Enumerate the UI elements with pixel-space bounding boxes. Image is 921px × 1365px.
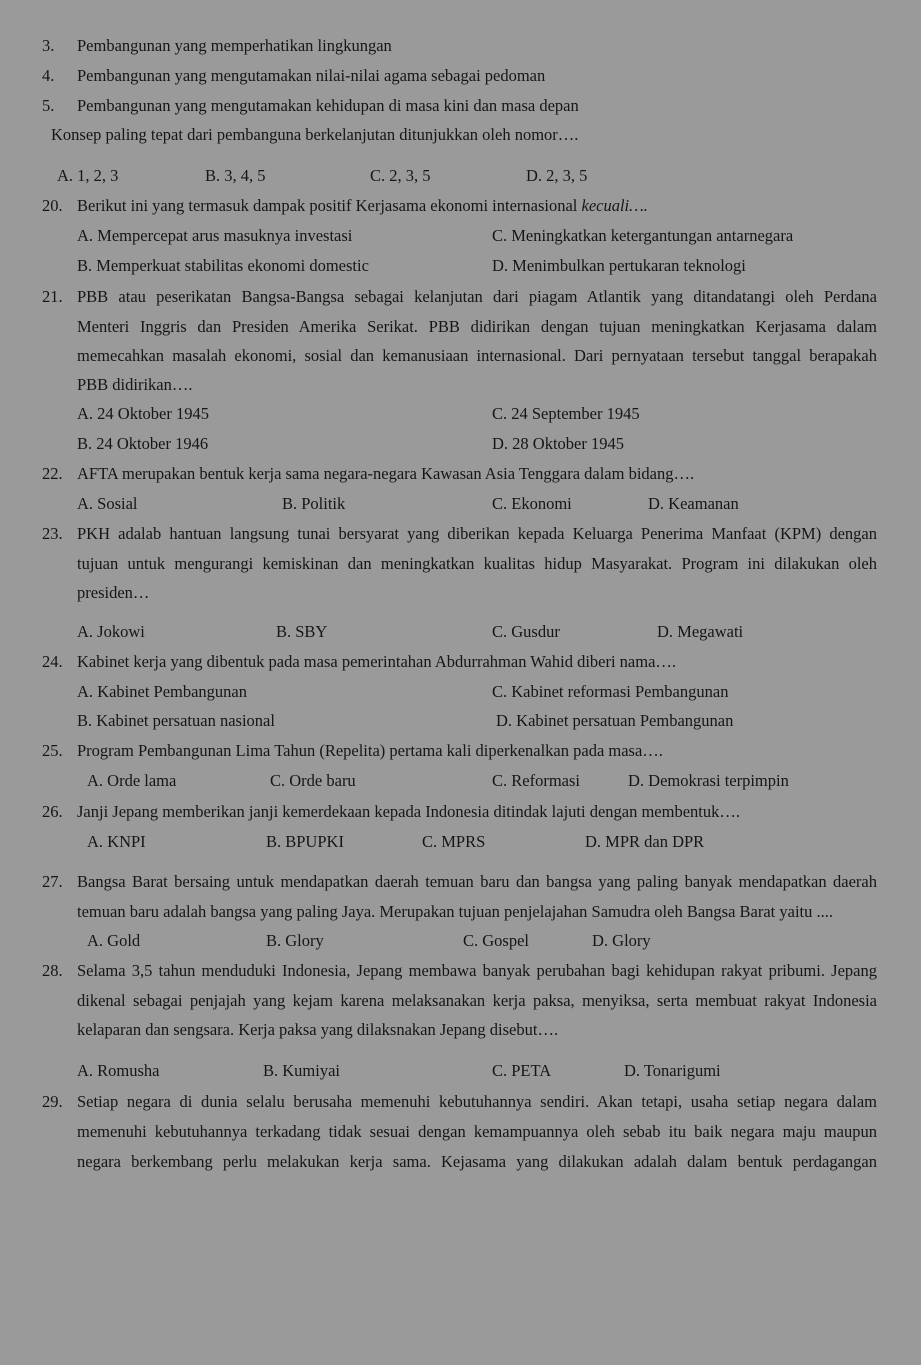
option-c: C. 24 September 1945 <box>492 404 640 423</box>
stem-line: negara berkembang perlu melakukan kerja sama. Kejasama yang dilakukan adalah dalam bentuk perdagangan <box>77 1152 877 1171</box>
item-number: 3. <box>42 36 55 55</box>
option-d: D. 28 Oktober 1945 <box>492 434 624 453</box>
option-a: A. Jokowi <box>77 622 145 641</box>
option-c-orde-baru: C. Orde baru <box>270 771 356 790</box>
option-c: C. 2, 3, 5 <box>370 166 431 185</box>
question-number: 29. <box>42 1092 63 1111</box>
option-d: D. Keamanan <box>648 494 739 513</box>
stem-line: memecahkan masalah ekonomi, sosial dan kemanusiaan internasional. Dari pernyataan tersebut tanggal berapakah <box>77 346 877 365</box>
question-number: 21. <box>42 287 63 306</box>
question-number: 23. <box>42 524 63 543</box>
question-stem <box>77 196 648 216</box>
question-number: 24. <box>42 652 63 671</box>
option-a: A. KNPI <box>87 832 146 851</box>
option-b: B. Kabinet persatuan nasional <box>77 711 275 730</box>
option-b: B. Politik <box>282 494 346 513</box>
option-b: B. Glory <box>266 931 324 950</box>
item-number: 5. <box>42 96 55 115</box>
option-a: A. 1, 2, 3 <box>57 166 119 185</box>
option-a: A. Kabinet Pembangunan <box>77 682 248 701</box>
stem-line: PBB didirikan…. <box>77 375 193 394</box>
item-number: 4. <box>42 66 55 85</box>
question-stem: Program Pembangunan Lima Tahun (Repelita) pertama kali diperkenalkan pada masa…. <box>77 741 663 760</box>
question-number: 27. <box>42 872 63 891</box>
item-text: Pembangunan yang memperhatikan lingkungan <box>77 36 392 55</box>
stem-italic: kecuali…. <box>581 196 648 215</box>
option-b: B. Kumiyai <box>263 1061 340 1080</box>
option-d: D. Tonarigumi <box>624 1061 721 1080</box>
question-number: 22. <box>42 464 63 483</box>
option-c: C. Kabinet reformasi Pembangunan <box>492 682 729 701</box>
option-a: A. Gold <box>87 931 141 950</box>
option-b: B. 24 Oktober 1946 <box>77 434 209 453</box>
question-stem: Janji Jepang memberikan janji kemerdekaan kepada Indonesia ditindak lajuti dengan membentuk…. <box>77 802 740 821</box>
question-number: 20. <box>42 196 63 215</box>
question-stem: Konsep paling tepat dari pembanguna berkelanjutan ditunjukkan oleh nomor…. <box>51 125 579 144</box>
option-c: C. PETA <box>492 1061 552 1080</box>
stem-line: temuan baru adalah bangsa yang paling Jaya. Merupakan tujuan penjelajahan Samudra oleh Bangsa Barat yaitu .... <box>77 902 833 921</box>
stem-line: Menteri Inggris dan Presiden Amerika Serikat. PBB didirikan dengan tujuan meningkatkan Kerjasama dalam <box>77 317 877 336</box>
stem-line: tujuan untuk mengurangi kemiskinan dan meningkatkan kualitas hidup Masyarakat. Program ini dilakukan oleh <box>77 554 877 573</box>
option-d: D. MPR dan DPR <box>585 832 705 851</box>
option-d: D. Glory <box>592 931 651 950</box>
option-c: C. MPRS <box>422 832 486 851</box>
question-number: 26. <box>42 802 63 821</box>
option-a: A. Romusha <box>77 1061 160 1080</box>
stem-line: PBB atau peserikatan Bangsa-Bangsa sebagai kelanjutan dari piagam Atlantik yang ditandatangi oleh Perdana <box>77 287 877 306</box>
question-stem: AFTA merupakan bentuk kerja sama negara-negara Kawasan Asia Tenggara dalam bidang…. <box>77 464 695 483</box>
stem-line: Setiap negara di dunia selalu berusaha memenuhi kebutuhannya sendiri. Akan tetapi, usaha setiap negara dalam <box>77 1092 877 1111</box>
option-c: C. Meningkatkan ketergantungan antarnegara <box>492 226 794 245</box>
option-b: B. SBY <box>276 622 328 641</box>
stem-line: Selama 3,5 tahun menduduki Indonesia, Jepang membawa banyak perubahan bagi kehidupan rakyat pribumi. Jepang <box>77 961 877 980</box>
stem-line: dikenal sebagai penjajah yang kejam karena melaksanakan kerja paksa, menyiksa, serta membuat rakyat Indonesia <box>77 991 877 1010</box>
option-d: D. Menimbulkan pertukaran teknologi <box>492 256 746 275</box>
option-a: A. Sosial <box>77 494 138 513</box>
option-d: D. Demokrasi terpimpin <box>628 771 789 790</box>
option-d: D. Megawati <box>657 622 744 641</box>
stem-line: Bangsa Barat bersaing untuk mendapatkan daerah temuan baru dan bangsa yang paling banyak mendapatkan daerah <box>77 872 877 891</box>
option-a: A. 24 Oktober 1945 <box>77 404 209 423</box>
item-text: Pembangunan yang mengutamakan nilai-nilai agama sebagai pedoman <box>77 66 546 85</box>
option-b: B. Memperkuat stabilitas ekonomi domestic <box>77 256 369 275</box>
option-a: A. Mempercepat arus masuknya investasi <box>77 226 353 245</box>
stem-line: kelaparan dan sengsara. Kerja paksa yang dilaksnakan Jepang disebut…. <box>77 1020 559 1039</box>
option-c: C. Gusdur <box>492 622 560 641</box>
option-c-reformasi: C. Reformasi <box>492 771 580 790</box>
stem-line: PKH adalab hantuan langsung tunai bersyarat yang diberikan kepada Keluarga Penerima Manfaat (KPM) dengan <box>77 524 877 543</box>
option-a: A. Orde lama <box>87 771 177 790</box>
question-number: 25. <box>42 741 63 760</box>
option-c: C. Ekonomi <box>492 494 572 513</box>
option-c: C. Gospel <box>463 931 529 950</box>
option-b: B. 3, 4, 5 <box>205 166 266 185</box>
option-d: D. Kabinet persatuan Pembangunan <box>496 711 734 730</box>
option-d: D. 2, 3, 5 <box>526 166 588 185</box>
question-number: 28. <box>42 961 63 980</box>
stem-line: presiden… <box>77 583 150 602</box>
item-text: Pembangunan yang mengutamakan kehidupan di masa kini dan masa depan <box>77 96 579 115</box>
stem-text: Berikut ini yang termasuk dampak positif Kerjasama ekonomi internasional <box>77 196 582 215</box>
option-b: B. BPUPKI <box>266 832 344 851</box>
question-stem: Kabinet kerja yang dibentuk pada masa pemerintahan Abdurrahman Wahid diberi nama…. <box>77 652 677 671</box>
stem-line: memenuhi kebutuhannya terkadang tidak sesuai dengan kemampuannya oleh sebab itu baik negara maju maupun <box>77 1122 877 1141</box>
